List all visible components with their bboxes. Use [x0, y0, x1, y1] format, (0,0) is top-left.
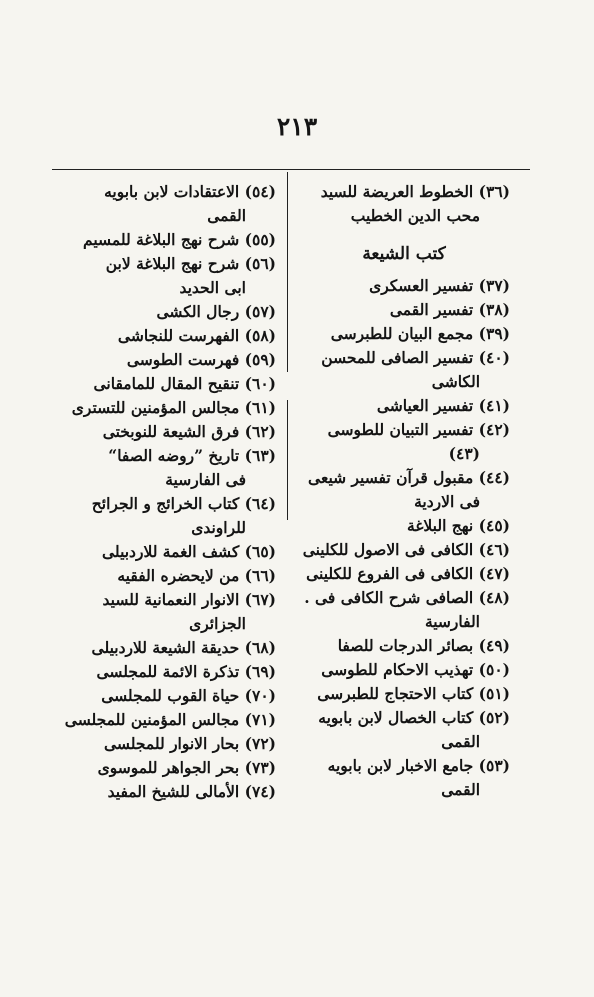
bibliography-entry [298, 180, 510, 228]
entry-continuation: ابى الحديد [179, 278, 246, 297]
entry-number: (٣٦) [478, 182, 510, 201]
entry-number: (٦٣) [244, 446, 276, 465]
entry-number: (٥٧) [244, 302, 276, 321]
entry-continuation: فى الفارسية [165, 470, 246, 489]
left-column [58, 180, 276, 804]
entry-title: كتاب الخرائج و الجرائح [91, 494, 240, 513]
bibliography-entry [58, 372, 276, 396]
entry-number: (٦٥) [244, 542, 276, 561]
entry-title: رجال الكشى [156, 302, 240, 321]
right-entries-bottom [298, 274, 510, 802]
entry-number: (٦٩) [244, 662, 276, 681]
entry-number: (٧٠) [244, 686, 276, 705]
entry-title: جامع الاخبار لابن بابويه [327, 756, 474, 775]
entry-continuation: للراوندى [191, 518, 246, 537]
bibliography-entry [58, 684, 276, 708]
entry-number: (٧٤) [244, 782, 276, 801]
entry-continuation: القمى [441, 780, 480, 799]
bibliography-entry [298, 346, 510, 394]
entry-title: تفسير القمى [389, 300, 474, 319]
bibliography-entry [298, 562, 510, 586]
bibliography-entry [298, 274, 510, 298]
bibliography-entry [58, 564, 276, 588]
entry-title: نهج البلاغة [407, 516, 474, 535]
bibliography-entry [298, 418, 510, 466]
entry-title: الخطوط العريضة للسيد [320, 182, 474, 201]
bibliography-entry [298, 298, 510, 322]
entry-number: (٤٨) [478, 588, 510, 607]
entry-title: الأمالى للشيخ المفيد [107, 782, 240, 801]
entry-number: (٧٣) [244, 758, 276, 777]
entry-title: كتاب الخصال لابن بابويه [318, 708, 474, 727]
entry-title: كتاب الاحتجاج للطبرسى [317, 684, 474, 703]
entry-number: (٤٢) [478, 420, 510, 439]
entry-number: (٤٦) [478, 540, 510, 559]
bibliography-entry [298, 514, 510, 538]
bibliography-entry [58, 228, 276, 252]
entry-number: (٦٢) [244, 422, 276, 441]
entry-title: تفسير العسكرى [369, 276, 474, 295]
entry-number: (٤٧) [478, 564, 510, 583]
column-divider-lower [287, 400, 288, 520]
entry-title: تفسير الصافى للمحسن [321, 348, 474, 367]
entry-title: تنقيح المقال للمامقانى [93, 374, 240, 393]
entry-continuation: القمى [441, 732, 480, 751]
bibliography-entry [58, 732, 276, 756]
entry-title: من لايحضره الفقيه [117, 566, 240, 585]
bibliography-entry [58, 444, 276, 492]
entry-title: كشف الغمة للاردبيلى [102, 542, 240, 561]
bibliography-entry [58, 636, 276, 660]
entry-title: الاعتقادات لابن بابويه [104, 182, 240, 201]
bibliography-entry [58, 780, 276, 804]
entry-title: الكافى فى الاصول للكلينى [302, 540, 474, 559]
bibliography-entry [58, 708, 276, 732]
entry-continuation: الكاشى [431, 372, 480, 391]
bibliography-entry [58, 300, 276, 324]
entry-title: تفسير العياشى [376, 396, 474, 415]
bibliography-entry [58, 396, 276, 420]
section-heading: كتب الشيعة [362, 244, 446, 264]
bibliography-entry [58, 324, 276, 348]
entry-number: (٤١) [478, 396, 510, 415]
entry-title: شرح نهج البلاغة للمسيم [83, 230, 240, 249]
bibliography-entry [58, 660, 276, 684]
bibliography-entry [298, 466, 510, 514]
entry-continuation: القمى [207, 206, 246, 225]
entry-number: (٣٩) [478, 324, 510, 343]
bibliography-entry [58, 492, 276, 540]
page-number: ٢١٣ [276, 112, 318, 141]
entry-number: (٦٨) [244, 638, 276, 657]
entry-number: (٦٠) [244, 374, 276, 393]
entry-number: (٤٩) [478, 636, 510, 655]
bibliography-entry [58, 348, 276, 372]
entry-title: بحر الجواهر للموسوى [97, 758, 240, 777]
entry-title: الصافى شرح الكافى فى . [304, 588, 474, 607]
entry-number: (٥٥) [244, 230, 276, 249]
entry-title: تذكرة الائمة للمجلسى [96, 662, 240, 681]
entry-number: (٧٢) [244, 734, 276, 753]
entry-continuation: محب الدين الخطيب [350, 206, 480, 225]
entry-title: تهذيب الاحكام للطوسى [321, 660, 474, 679]
entry-number: (٣٨) [478, 300, 510, 319]
bibliography-entry [58, 180, 276, 228]
bibliography-entry [298, 394, 510, 418]
entry-number: (٤٠) [478, 348, 510, 367]
right-column [298, 180, 510, 802]
right-entries-top [298, 180, 510, 228]
entry-number: (٦٦) [244, 566, 276, 585]
entry-number: (٥٨) [244, 326, 276, 345]
entry-number: (٥٦) [244, 254, 276, 273]
left-entries [58, 180, 276, 804]
entry-title: تفسير التبيان للطوسى [327, 420, 474, 439]
entry-number: (٥٩) [244, 350, 276, 369]
entry-title: شرح نهج البلاغة لابن [105, 254, 240, 273]
entry-number: (٥٤) [244, 182, 276, 201]
bibliography-entry [298, 538, 510, 562]
entry-title: الفهرست للنجاشى [117, 326, 240, 345]
entry-title: مجالس المؤمنين للتسترى [71, 398, 240, 417]
entry-number: (٦٧) [244, 590, 276, 609]
bibliography-entry [298, 634, 510, 658]
entry-number: (٦١) [244, 398, 276, 417]
entry-continuation: فى الاردية [414, 492, 480, 511]
entry-number: (٧١) [244, 710, 276, 729]
entry-number: (٦٤) [244, 494, 276, 513]
entry-number: (٥١) [478, 684, 510, 703]
entry-continuation: (٤٣) [448, 444, 480, 463]
entry-title: الكافى فى الفروع للكلينى [306, 564, 474, 583]
entry-title: مقبول قرآن تفسير شيعى [308, 468, 474, 487]
bibliography-entry [58, 420, 276, 444]
entry-title: بحار الانوار للمجلسى [103, 734, 240, 753]
bibliography-entry [298, 706, 510, 754]
bibliography-entry [58, 540, 276, 564]
entry-title: مجالس المؤمنين للمجلسى [64, 710, 240, 729]
entry-number: (٥٣) [478, 756, 510, 775]
entry-continuation: الجزائرى [189, 614, 246, 633]
entry-title: حياة القوب للمجلسى [101, 686, 240, 705]
entry-title: حديقة الشيعة للاردبيلى [91, 638, 240, 657]
entry-number: (٥٠) [478, 660, 510, 679]
column-divider-upper [287, 172, 288, 372]
entry-title: تاريخ ”روضه الصفا“ [108, 446, 240, 465]
bibliography-entry [58, 252, 276, 300]
entry-number: (٤٤) [478, 468, 510, 487]
bibliography-entry [298, 586, 510, 634]
entry-title: بصائر الدرجات للصفا [337, 636, 474, 655]
entry-continuation: الفارسية [424, 612, 480, 631]
bibliography-entry [298, 682, 510, 706]
bibliography-entry [58, 588, 276, 636]
bibliography-entry [298, 322, 510, 346]
entry-number: (٤٥) [478, 516, 510, 535]
bibliography-entry [58, 756, 276, 780]
entry-title: الانوار النعمانية للسيد [102, 590, 240, 609]
entry-title: فرق الشيعة للنوبختى [102, 422, 240, 441]
entry-number: (٣٧) [478, 276, 510, 295]
entry-number: (٥٢) [478, 708, 510, 727]
bibliography-entry [298, 658, 510, 682]
header-rule [52, 169, 530, 170]
entry-title: فهرست الطوسى [126, 350, 240, 369]
entry-title: مجمع البيان للطبرسى [330, 324, 474, 343]
bibliography-entry [298, 754, 510, 802]
